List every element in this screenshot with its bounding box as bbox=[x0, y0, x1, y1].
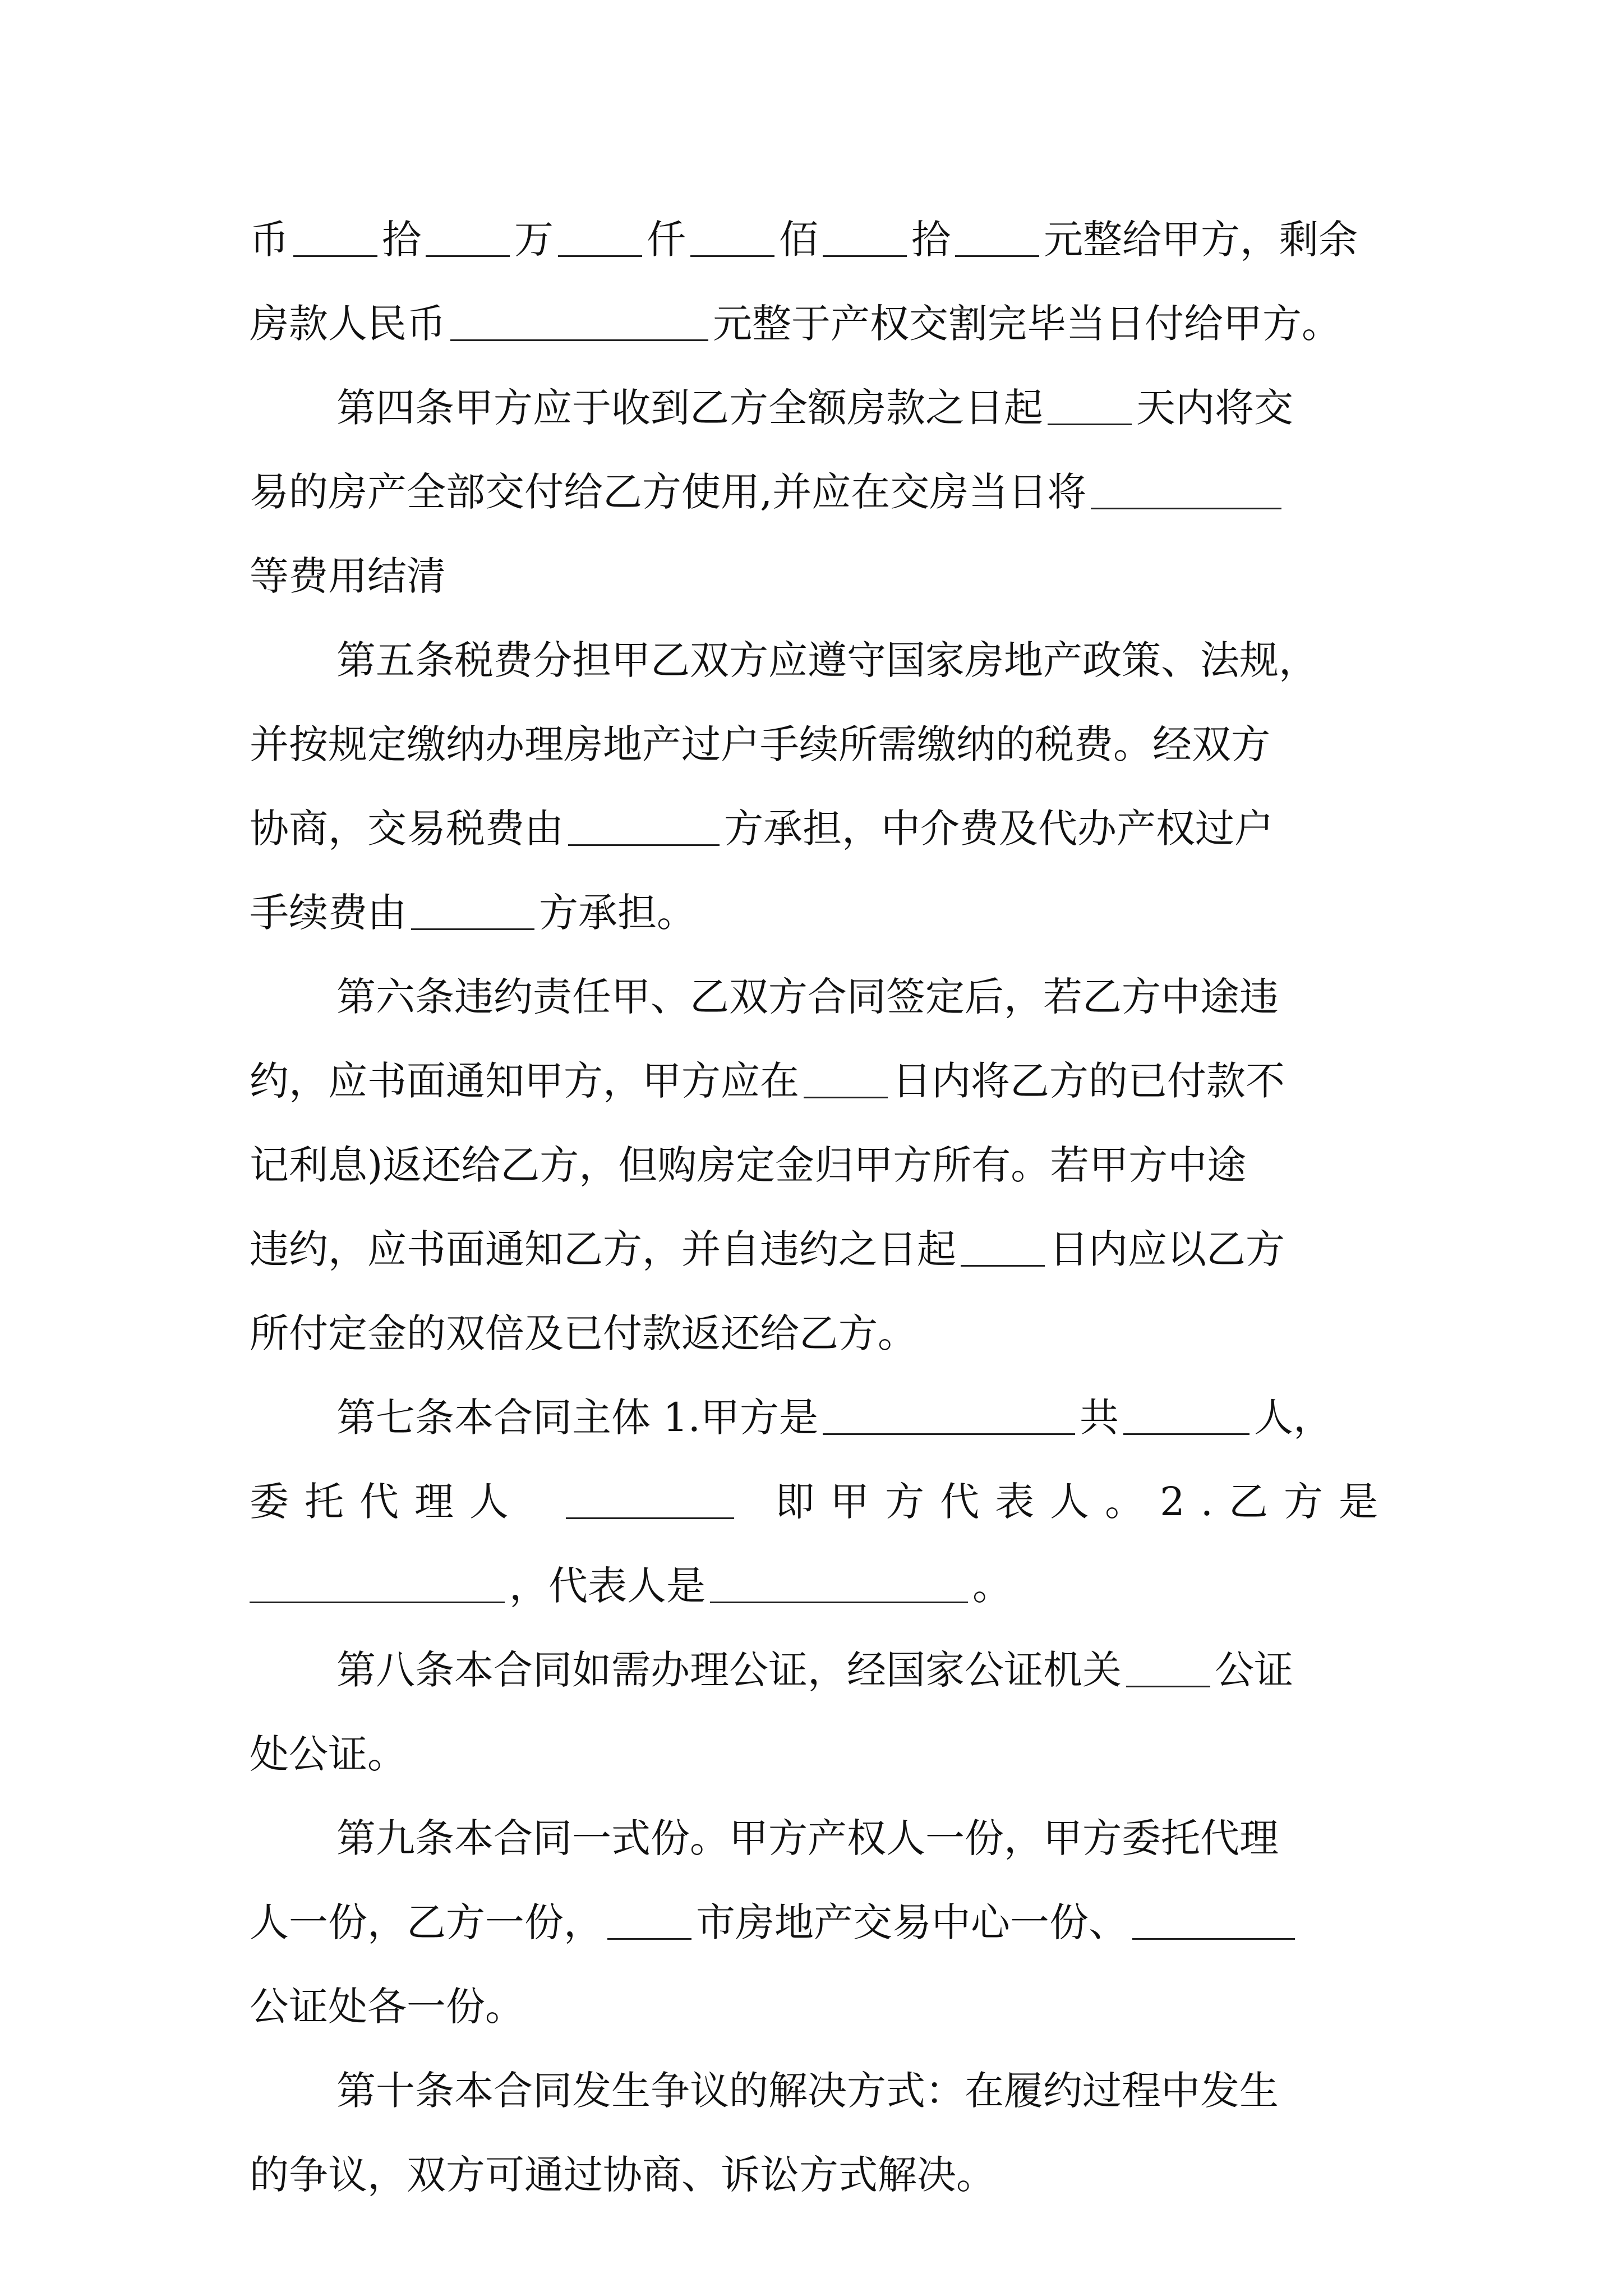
text-segment: 第九条本合同一式份。甲方产权人一份，甲方委托代理 bbox=[336, 1815, 1279, 1861]
text-line bbox=[250, 955, 1394, 1039]
fill-blank bbox=[1123, 1432, 1249, 1435]
text-segment: 公证 bbox=[1215, 1647, 1293, 1693]
text-segment: 方承担，中介费及代办产权过户 bbox=[724, 806, 1274, 852]
fill-blank bbox=[426, 254, 510, 257]
text-segment: 天内将交 bbox=[1136, 385, 1293, 431]
fill-blank bbox=[293, 254, 377, 257]
text-segment: 币 bbox=[250, 217, 289, 263]
text-segment: 日内应以乙方 bbox=[1049, 1226, 1285, 1272]
text-segment: 佰 bbox=[779, 217, 818, 263]
text-segment: 万 bbox=[514, 217, 554, 263]
text-line bbox=[250, 786, 1394, 871]
text-line bbox=[250, 366, 1394, 450]
text-segment: 记利息)返还给乙方，但购房定金归甲方所有。若甲方中途 bbox=[250, 1142, 1247, 1188]
text-segment: 的争议，双方可通过协商、诉讼方式解决。 bbox=[250, 2152, 995, 2198]
fill-blank bbox=[823, 1432, 1075, 1435]
text-segment: 处公证。 bbox=[250, 1731, 407, 1777]
fill-blank bbox=[804, 1096, 888, 1098]
fill-blank bbox=[823, 254, 907, 257]
text-line bbox=[250, 1291, 1394, 1375]
text-segment: 并按规定缴纳办理房地产过户手续所需缴纳的税费。经双方 bbox=[250, 721, 1270, 767]
text-segment: 违约，应书面通知乙方，并自违约之日起 bbox=[250, 1226, 956, 1272]
fill-blank bbox=[450, 338, 708, 341]
text-line bbox=[250, 2049, 1394, 2133]
text-line bbox=[250, 450, 1394, 534]
text-segment: 方承担。 bbox=[539, 890, 696, 936]
text-segment: 委托代理人 bbox=[250, 1479, 524, 1525]
text-segment: 元整给甲方，剩余 bbox=[1044, 217, 1358, 263]
text-line bbox=[250, 1628, 1394, 1712]
fill-blank bbox=[1126, 1685, 1210, 1687]
text-segment: 元整于产权交割完毕当日付给甲方。 bbox=[713, 301, 1341, 347]
fill-blank bbox=[1048, 422, 1132, 425]
contract-page bbox=[250, 197, 1394, 2217]
text-line bbox=[250, 1964, 1394, 2049]
text-segment: 第四条甲方应于收到乙方全额房款之日起 bbox=[336, 385, 1043, 431]
text-line bbox=[250, 197, 1394, 282]
text-segment: 协商，交易税费由 bbox=[250, 806, 564, 852]
text-line bbox=[250, 282, 1394, 366]
text-segment: 易的房产全部交付给乙方使用,并应在交房当日将 bbox=[250, 469, 1087, 515]
fill-blank bbox=[1091, 507, 1281, 509]
fill-blank bbox=[1132, 1937, 1295, 1940]
text-segment: 人， bbox=[1254, 1395, 1333, 1441]
text-segment: 等费用结清 bbox=[250, 553, 446, 599]
text-line bbox=[250, 1880, 1394, 1964]
text-segment: 第七条本合同主体 1.甲方是 bbox=[336, 1395, 819, 1441]
text-segment: 共 bbox=[1080, 1395, 1119, 1441]
text-line bbox=[250, 1544, 1394, 1628]
text-line bbox=[250, 1207, 1394, 1291]
text-segment: 仟 bbox=[647, 217, 686, 263]
text-segment: 拾 bbox=[911, 217, 951, 263]
text-segment: 即甲方代表人。2.乙方是 bbox=[775, 1479, 1394, 1525]
text-line bbox=[250, 618, 1394, 702]
fill-blank bbox=[607, 1937, 691, 1940]
fill-blank bbox=[566, 1516, 734, 1519]
text-segment: 第五条税费分担甲乙双方应遵守国家房地产政策、法规， bbox=[336, 637, 1318, 683]
fill-blank bbox=[250, 1600, 505, 1603]
text-segment: 第十条本合同发生争议的解决方式：在履约过程中发生 bbox=[336, 2068, 1279, 2114]
text-segment: 人一份，乙方一份， bbox=[250, 1899, 603, 1945]
text-segment: 公证处各一份。 bbox=[250, 1984, 524, 2030]
text-line bbox=[250, 534, 1394, 618]
text-line bbox=[250, 1796, 1394, 1880]
fill-blank bbox=[710, 1600, 968, 1603]
text-segment: 约，应书面通知甲方，甲方应在 bbox=[250, 1058, 799, 1104]
fill-blank bbox=[411, 927, 534, 930]
text-segment: 日内将乙方的已付款不 bbox=[892, 1058, 1285, 1104]
text-segment: 所付定金的双倍及已付款返还给乙方。 bbox=[250, 1310, 917, 1356]
text-line bbox=[250, 702, 1394, 786]
text-segment: 拾 bbox=[382, 217, 421, 263]
text-segment: 。 bbox=[972, 1563, 1012, 1609]
text-line bbox=[250, 1039, 1394, 1123]
text-line bbox=[250, 2133, 1394, 2217]
text-line bbox=[250, 871, 1394, 955]
text-line bbox=[250, 1460, 1394, 1544]
text-segment: ，代表人是 bbox=[509, 1563, 706, 1609]
text-line bbox=[250, 1375, 1394, 1460]
text-segment: 第六条违约责任甲、乙双方合同签定后，若乙方中途违 bbox=[336, 974, 1279, 1020]
text-line bbox=[250, 1712, 1394, 1796]
fill-blank bbox=[558, 254, 642, 257]
text-segment: 第八条本合同如需办理公证，经国家公证机关 bbox=[336, 1647, 1122, 1693]
text-segment: 市房地产交易中心一份、 bbox=[696, 1899, 1128, 1945]
fill-blank bbox=[961, 1264, 1045, 1267]
text-line bbox=[250, 1123, 1394, 1207]
fill-blank bbox=[690, 254, 774, 257]
fill-blank bbox=[568, 843, 720, 846]
text-segment: 手续费由 bbox=[250, 890, 407, 936]
fill-blank bbox=[955, 254, 1039, 257]
text-segment: 房款人民币 bbox=[250, 301, 446, 347]
